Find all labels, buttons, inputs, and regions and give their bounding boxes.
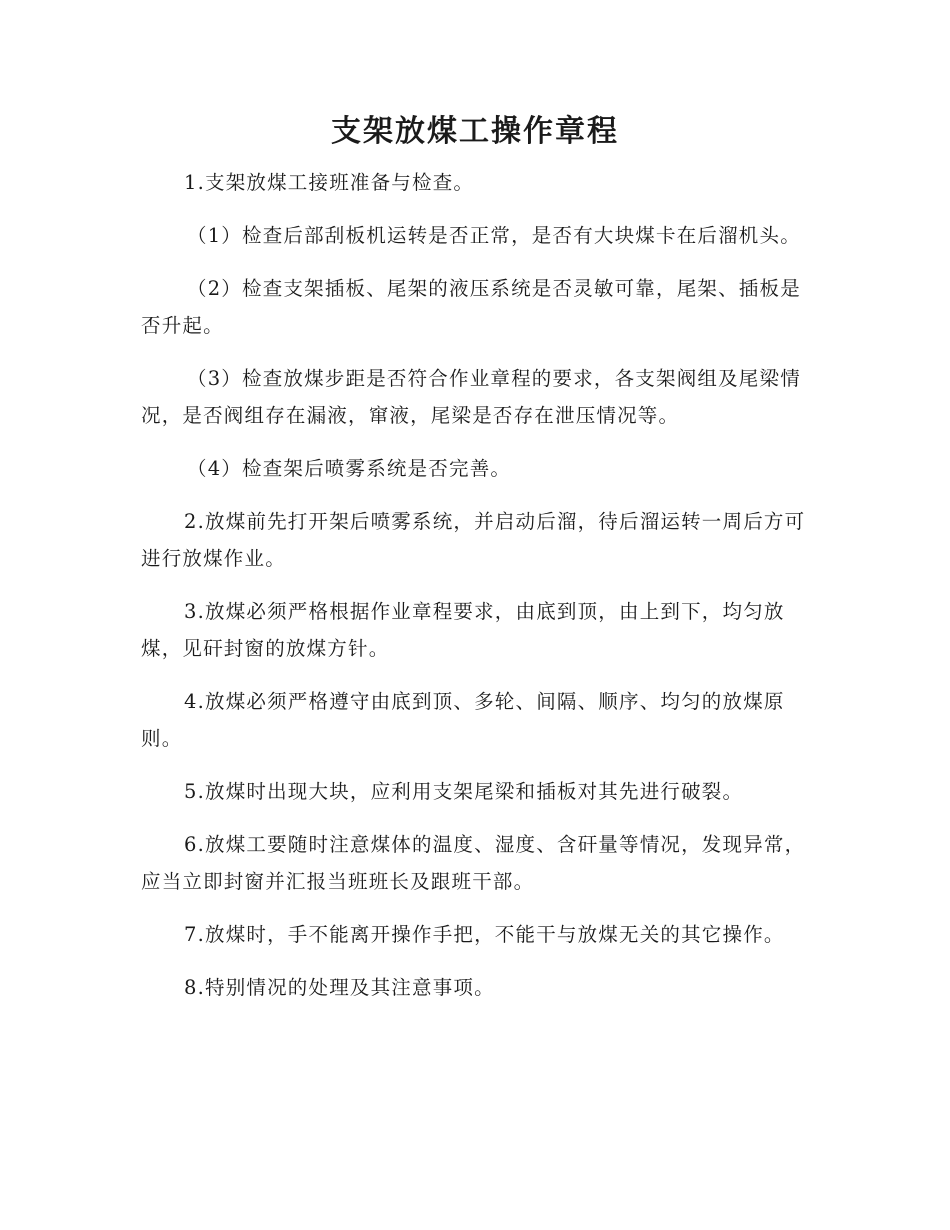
paragraph-1-1: （1）检查后部刮板机运转是否正常，是否有大块煤卡在后溜机头。 <box>187 224 801 247</box>
paragraph-7: 7.放煤时，手不能离开操作手把，不能干与放煤无关的其它操作。 <box>184 923 785 946</box>
paragraph-8: 8.特别情况的处理及其注意事项。 <box>184 976 495 999</box>
paragraph-4: 4.放煤必须严格遵守由底到顶、多轮、间隔、顺序、均匀的放煤原则。 <box>141 690 785 750</box>
paragraph-1: 1.支架放煤工接班准备与检查。 <box>184 171 475 194</box>
paragraph-1-4: （4）检查架后喷雾系统是否完善。 <box>187 457 512 480</box>
paragraph-1-3: （3）检查放煤步距是否符合作业章程的要求，各支架阀组及尾梁情况，是否阀组存在漏液，窜液，尾梁是否存在泄压情况等。 <box>141 367 801 427</box>
paragraph-1-2: （2）检查支架插板、尾架的液压系统是否灵敏可靠，尾架、插板是否升起。 <box>141 277 801 337</box>
document-title: 支架放煤工操作章程 <box>331 114 619 149</box>
paragraph-5: 5.放煤时出现大块，应利用支架尾梁和插板对其先进行破裂。 <box>184 780 744 803</box>
paragraph-6: 6.放煤工要随时注意煤体的温度、湿度、含矸量等情况，发现异常，应当立即封窗并汇报当班班长及跟班干部。 <box>141 833 806 893</box>
paragraph-3: 3.放煤必须严格根据作业章程要求，由底到顶，由上到下，均匀放煤，见矸封窗的放煤方针。 <box>141 600 785 660</box>
paragraph-2: 2.放煤前先打开架后喷雾系统，并启动后溜，待后溜运转一周后方可进行放煤作业。 <box>141 510 806 570</box>
document-body <box>141 164 809 1022</box>
